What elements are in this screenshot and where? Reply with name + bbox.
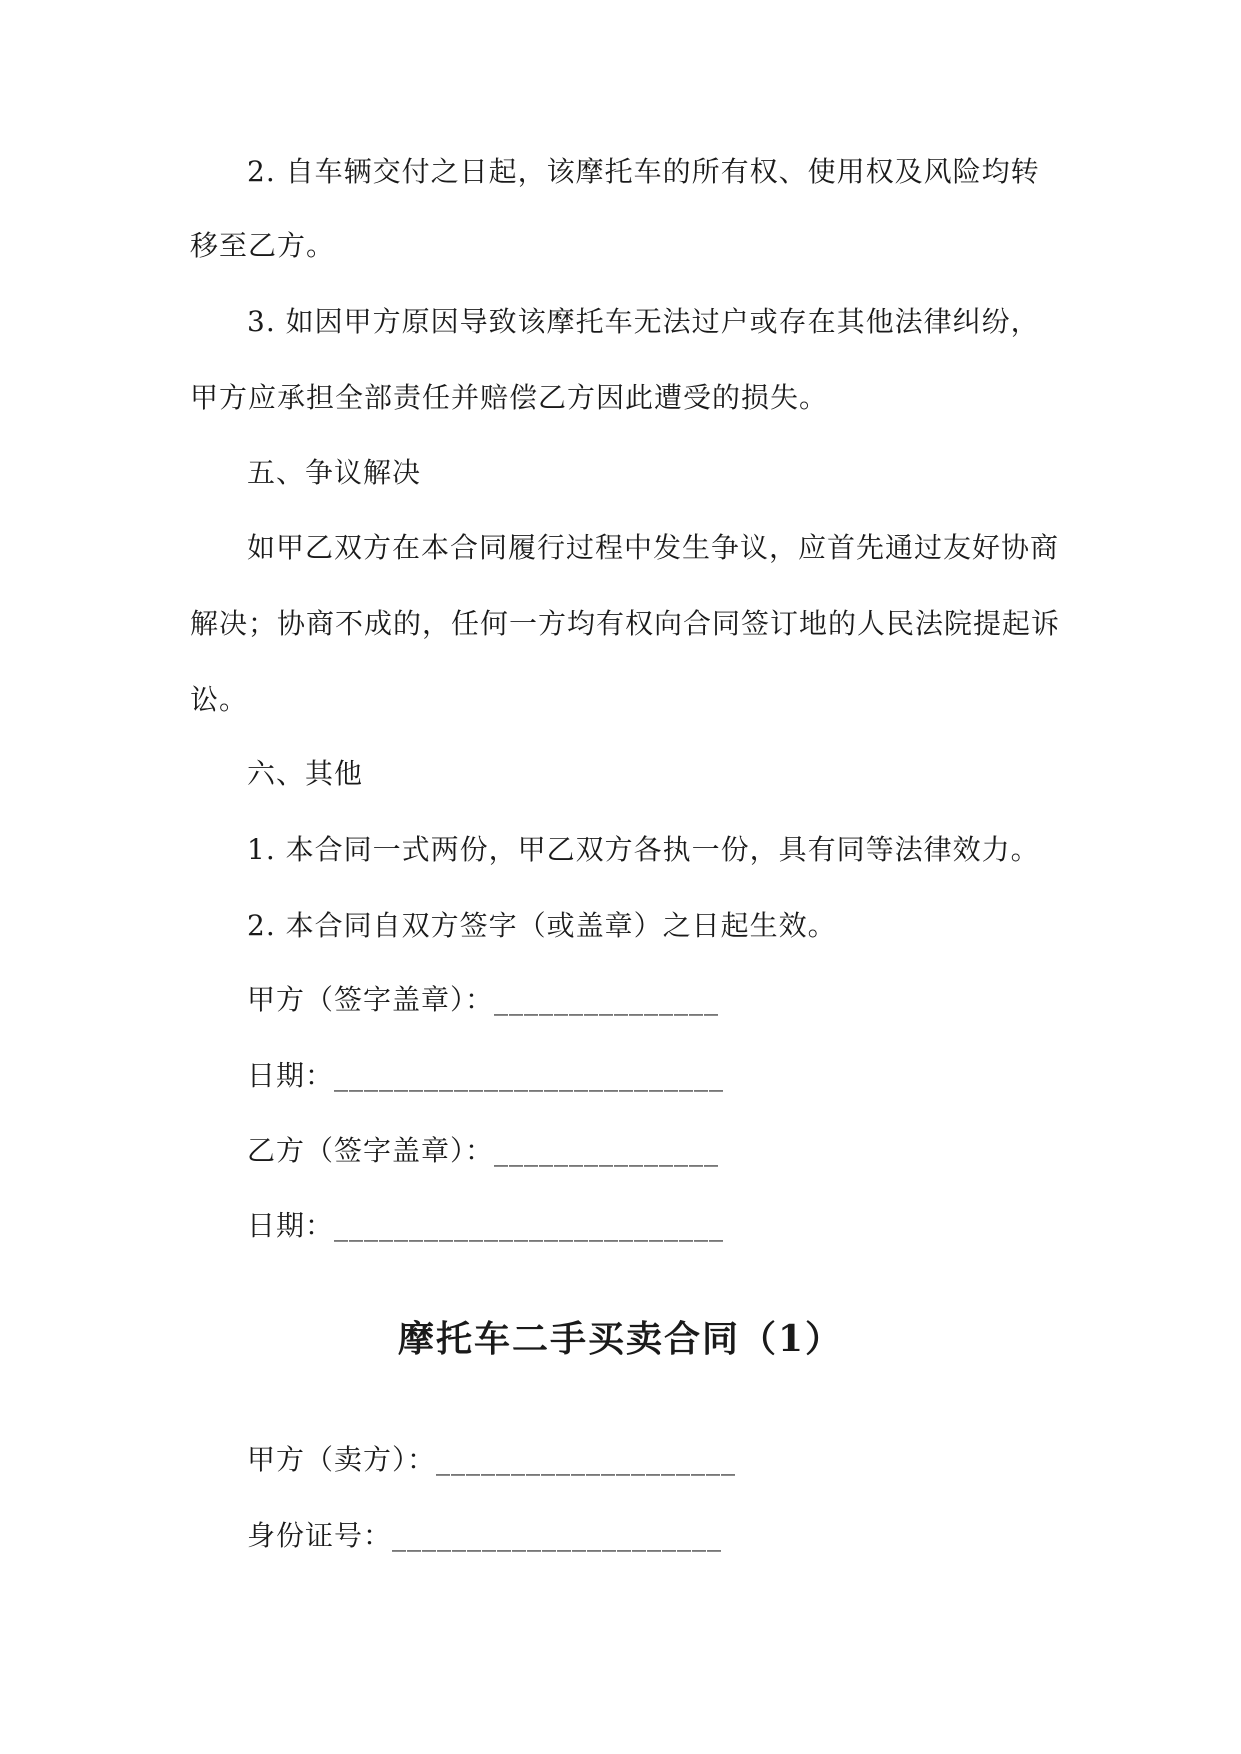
party-a-date-line: 日期：__________________________ (247, 1059, 725, 1092)
party-a-signature-line: 甲方（签字盖章）：_______________ (247, 983, 720, 1016)
section-5-line-2: 解决；协商不成的，任何一方均有权向合同签订地的人民法院提起诉 (190, 607, 1061, 640)
section-5-heading: 五、争议解决 (247, 456, 422, 489)
clause-6-2: 2. 本合同自双方签字（或盖章）之日起生效。 (247, 909, 837, 942)
clause-4-2-line-1: 2. 自车辆交付之日起，该摩托车的所有权、使用权及风险均转 (247, 155, 1040, 188)
section-5-line-3: 讼。 (190, 683, 249, 716)
clause-4-3-line-1: 3. 如因甲方原因导致该摩托车无法过户或存在其他法律纠纷， (247, 305, 1040, 338)
clause-4-2-line-2: 移至乙方。 (190, 229, 336, 262)
party-b-date-line: 日期：__________________________ (247, 1209, 725, 1242)
id-number-line: 身份证号：______________________ (247, 1519, 723, 1552)
clause-4-3-line-2: 甲方应承担全部责任并赔偿乙方因此遭受的损失。 (190, 381, 829, 414)
party-b-signature-line: 乙方（签字盖章）：_______________ (247, 1134, 720, 1167)
seller-line: 甲方（卖方）：____________________ (247, 1443, 737, 1476)
contract-title: 摩托车二手买卖合同（1） (397, 1318, 844, 1360)
clause-6-1: 1. 本合同一式两份，甲乙双方各执一份，具有同等法律效力。 (247, 833, 1040, 866)
section-5-line-1: 如甲乙双方在本合同履行过程中发生争议，应首先通过友好协商 (247, 531, 1060, 564)
section-6-heading: 六、其他 (247, 757, 364, 790)
